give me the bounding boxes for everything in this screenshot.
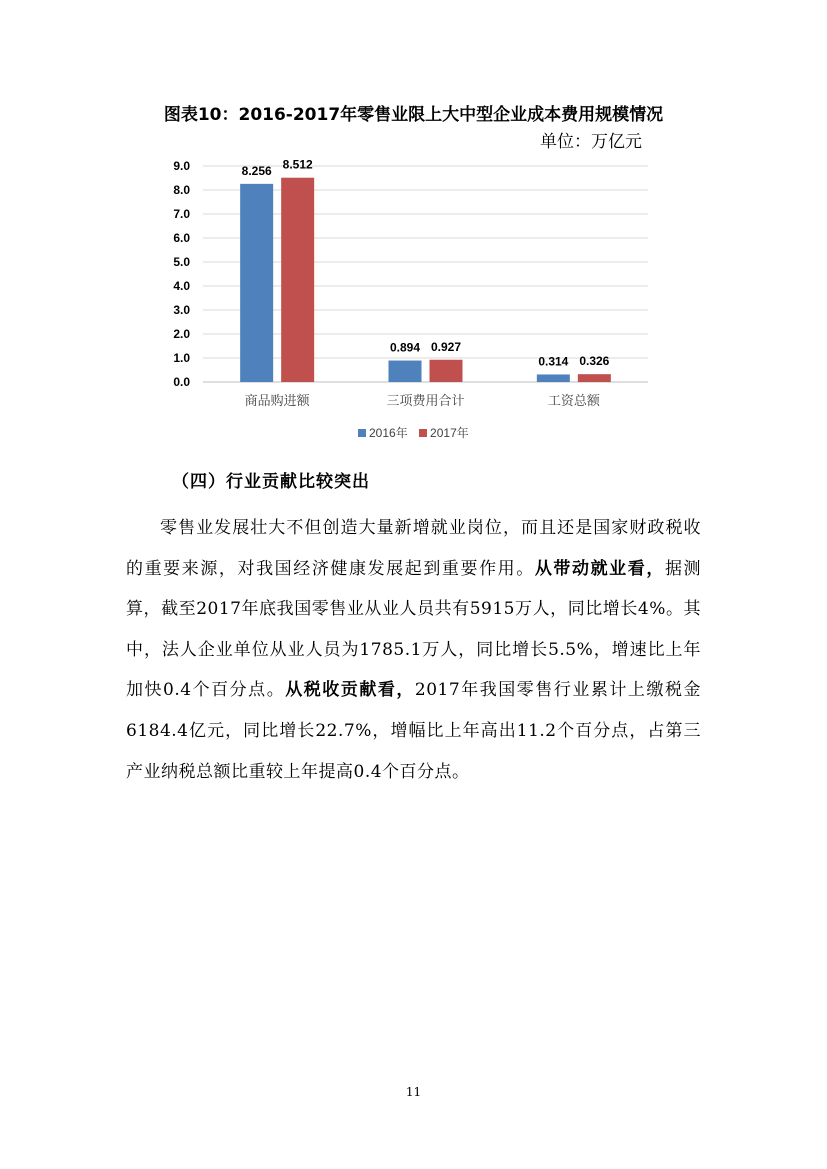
bar-2016年-三项费用合计 (389, 361, 422, 382)
legend-swatch-2017 (419, 429, 427, 437)
data-label: 8.256 (241, 163, 272, 178)
y-tick-label: 7.0 (173, 207, 190, 221)
y-tick-label: 4.0 (173, 279, 190, 293)
bars (240, 178, 611, 382)
bar-2016年-商品购进额 (240, 184, 273, 382)
chart-legend (358, 424, 477, 441)
para-text-intro: 零售业发展壮大不但创造大量新增就业岗位，而且还是国家财政税收的重要来源，对我国经济健康发展起到重要作用。 (126, 518, 701, 579)
x-category-label: 工资总额 (547, 394, 600, 409)
data-label: 0.927 (430, 339, 462, 354)
x-category-label: 三项费用合计 (386, 394, 465, 409)
page-number: 11 (405, 1085, 422, 1099)
data-label: 8.512 (282, 157, 313, 172)
y-tick-label: 0.0 (173, 375, 190, 389)
para-text-tax: 2017年我国零售行业累计上缴税金6184.4亿元，同比增长22.7%，增幅比上年高出11.2个百分点，占第三产业纳税总额比重较上年提高0.4个百分点。 (126, 680, 701, 782)
y-tick-label: 1.0 (173, 351, 190, 365)
legend-swatch-2016 (358, 429, 366, 437)
section-heading: （四）行业贡献比较突出 (172, 472, 370, 492)
bar-2016年-工资总额 (537, 374, 570, 382)
unit-label: 单位：万亿元 (540, 132, 642, 152)
data-label: 0.894 (389, 340, 421, 355)
bar-2017年-工资总额 (578, 374, 611, 382)
y-tick-label: 8.0 (173, 183, 190, 197)
para-text-employment: 据测算，截至2017年底我国零售业从业人员共有5915万人，同比增长4%。其中，法人企业单位从业人员为1785.1万人，同比增长5.5%，增速比上年加快0.4个百分点。 (126, 558, 702, 701)
bar-2017年-三项费用合计 (430, 360, 463, 382)
y-tick-label: 9.0 (173, 159, 190, 173)
body-paragraph (126, 508, 701, 792)
y-tick-label: 2.0 (173, 327, 190, 341)
y-tick-label: 6.0 (173, 231, 190, 245)
para-bold-employment: 从带动就业看， (534, 558, 665, 579)
y-tick-label: 3.0 (173, 303, 190, 317)
legend-item-2016 (358, 426, 408, 440)
bar-chart (0, 0, 827, 420)
legend-label-2016: 2016年 (369, 426, 408, 440)
para-bold-tax: 从税收贡献看， (285, 680, 415, 701)
data-label: 0.314 (538, 354, 569, 369)
legend-item-2017 (419, 426, 469, 440)
data-label: 0.326 (579, 354, 610, 369)
x-category-label: 商品购进额 (244, 394, 310, 409)
bar-2017年-商品购进额 (281, 178, 314, 382)
figure-title: 图表10：2016-2017年零售业限上大中型企业成本费用规模情况 (163, 105, 664, 125)
y-tick-label: 5.0 (173, 255, 190, 269)
legend-label-2017: 2017年 (430, 426, 469, 440)
